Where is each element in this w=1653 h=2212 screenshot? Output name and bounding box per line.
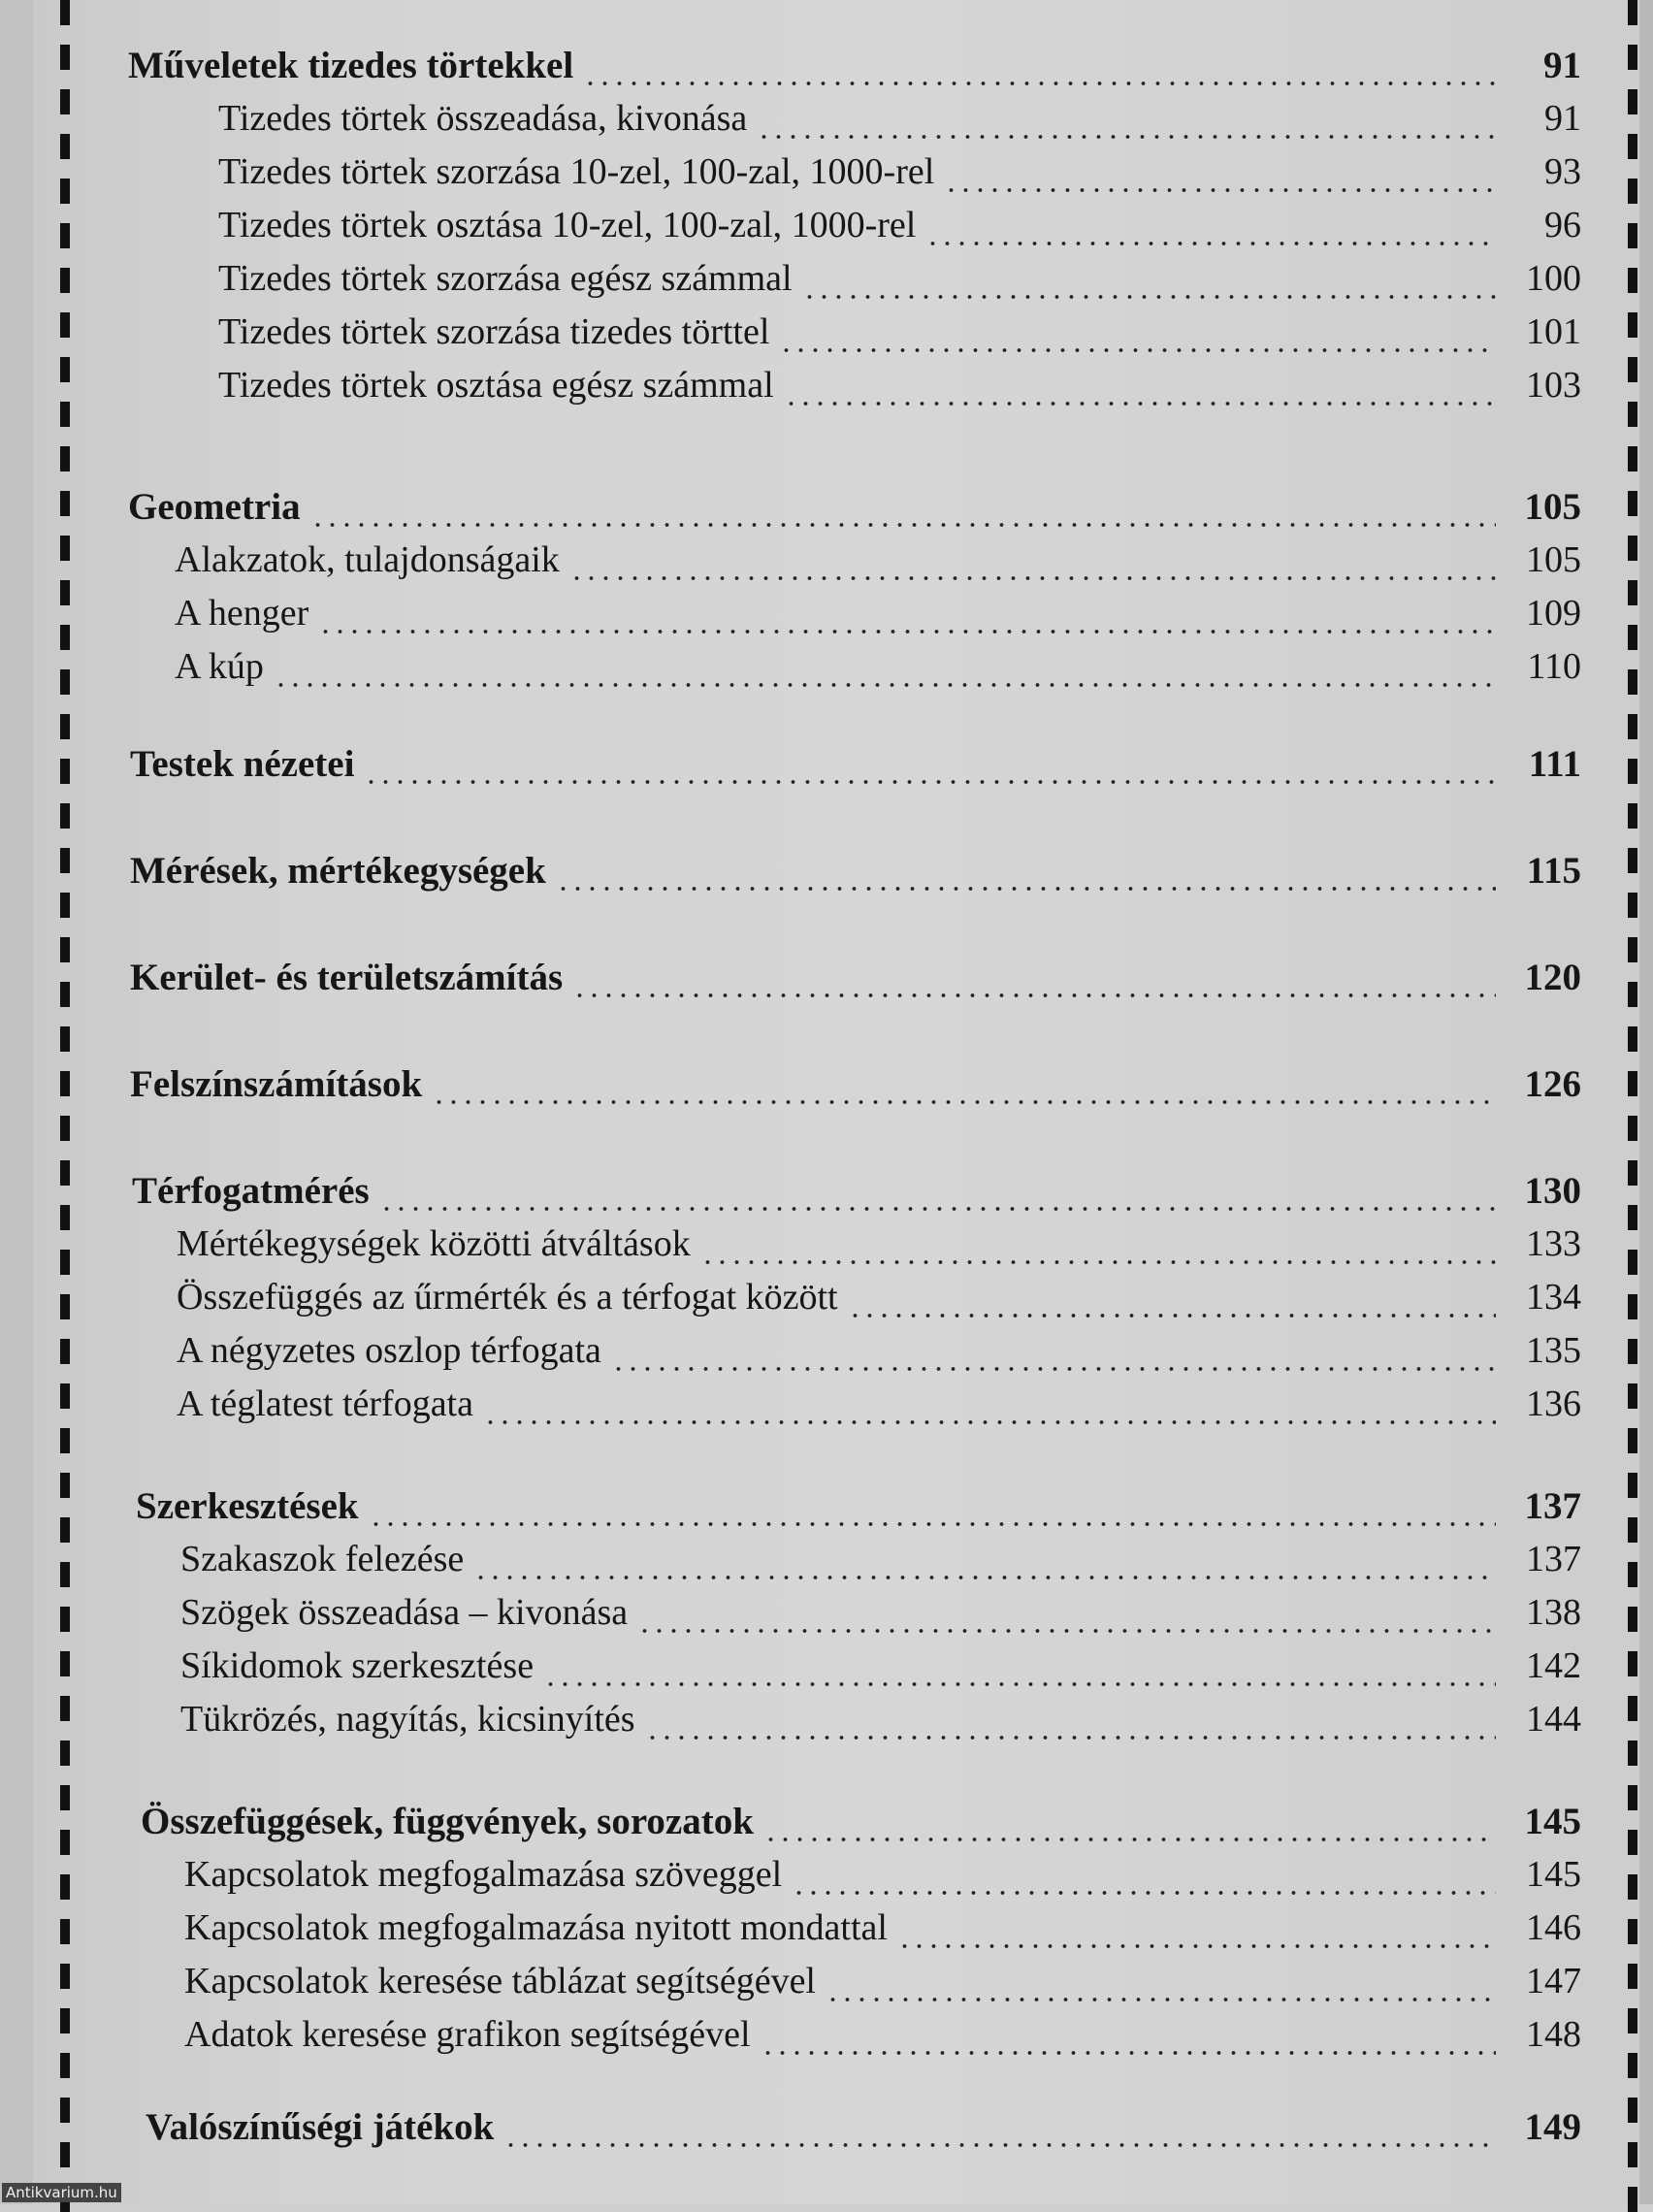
- toc-entry-title: Mérések, mértékegységek: [130, 850, 546, 892]
- toc-page-number: 137: [1524, 1485, 1581, 1527]
- toc-entry-title: Kapcsolatok keresése táblázat segítségével: [184, 1961, 816, 2001]
- toc-chapter-row: [130, 1062, 1581, 1117]
- dot-leader: [763, 1837, 1496, 1842]
- toc-entry-title: A henger: [175, 593, 309, 634]
- toc-page-number: 146: [1526, 1907, 1581, 1948]
- dot-leader: [473, 1575, 1496, 1580]
- toc-page-number: 91: [1543, 45, 1581, 86]
- toc-section-row: [184, 1960, 1581, 2014]
- dot-leader: [583, 81, 1496, 86]
- toc-section-row: [184, 1853, 1581, 1907]
- dot-leader: [503, 2142, 1496, 2148]
- toc-chapter-row: [141, 1800, 1581, 1854]
- toc-section-row: [218, 204, 1581, 258]
- toc-page-number: 126: [1524, 1063, 1581, 1105]
- toc-entry-title: Szakaszok felezése: [180, 1539, 465, 1579]
- toc-entry-title: Síkidomok szerkesztése: [180, 1645, 535, 1686]
- toc-entry-title: Valószínűségi játékok: [146, 2106, 495, 2148]
- dot-leader: [897, 1943, 1496, 1949]
- toc-entry-title: Szögek összeadása – kivonása: [180, 1592, 629, 1633]
- toc-chapter-row: [128, 44, 1581, 98]
- toc-section-row: [218, 364, 1581, 418]
- toc-section-row: [180, 1644, 1581, 1699]
- toc-page-number: 91: [1544, 98, 1581, 139]
- toc-entry-title: Felszínszámítások: [130, 1063, 423, 1105]
- toc-page-number: 136: [1526, 1383, 1581, 1424]
- toc-page-number: 138: [1526, 1592, 1581, 1633]
- toc-entry-title: A négyzetes oszlop térfogata: [177, 1330, 601, 1371]
- dot-leader: [569, 575, 1496, 581]
- toc-entry-title: Alakzatok, tulajdonságaik: [175, 539, 560, 580]
- toc-chapter-row: [136, 1484, 1581, 1539]
- toc-page-number: 133: [1526, 1223, 1581, 1264]
- toc-entry-title: Adatok keresése grafikon segítségével: [184, 2014, 751, 2055]
- dot-leader: [779, 347, 1496, 353]
- toc-entry-title: Összefüggés az űrmérték és a térfogat között: [177, 1277, 838, 1317]
- toc-page-number: 120: [1524, 957, 1581, 998]
- toc-page-number: 130: [1524, 1170, 1581, 1212]
- toc-page-number: 111: [1528, 743, 1581, 785]
- toc-page-number: 142: [1526, 1645, 1581, 1686]
- toc-page-number: 148: [1526, 2014, 1581, 2055]
- toc-section-row: [184, 2013, 1581, 2067]
- toc-page-number: 110: [1527, 646, 1581, 687]
- toc-entry-title: Mértékegységek közötti átváltások: [177, 1223, 691, 1264]
- dot-leader: [637, 1628, 1496, 1634]
- toc-page-number: 105: [1526, 539, 1581, 580]
- dot-leader: [379, 1206, 1496, 1212]
- toc-page-number: 115: [1526, 850, 1581, 892]
- toc-entry-title: Geometria: [128, 486, 301, 528]
- toc-page-number: 103: [1526, 365, 1581, 406]
- toc-section-row: [177, 1382, 1581, 1437]
- toc-entry-title: Tizedes törtek szorzása egész számmal: [218, 258, 793, 299]
- dot-leader: [700, 1259, 1496, 1265]
- toc-page-number: 101: [1526, 311, 1581, 352]
- dot-leader: [826, 1997, 1496, 2002]
- toc-section-row: [184, 1906, 1581, 1961]
- toc-chapter-row: [146, 2105, 1581, 2160]
- toc-section-row: [218, 310, 1581, 365]
- toc-page-number: 135: [1526, 1330, 1581, 1371]
- watermark: Antikvarium.hu: [2, 2183, 121, 2202]
- dot-leader: [556, 886, 1496, 892]
- toc-entry-title: Tizedes törtek szorzása tizedes törttel: [218, 311, 770, 352]
- dot-leader: [802, 294, 1496, 300]
- toc-section-row: [175, 592, 1581, 646]
- toc-page-number: 149: [1524, 2106, 1581, 2148]
- toc-chapter-row: [130, 956, 1581, 1010]
- dot-leader: [572, 992, 1496, 998]
- dot-leader: [757, 134, 1496, 140]
- toc-page-number: 134: [1526, 1277, 1581, 1317]
- toc-entry-title: Tizedes törtek szorzása 10-zel, 100-zal, 1000-rel: [218, 151, 935, 192]
- toc-page-number: 145: [1526, 1854, 1581, 1895]
- toc-entry-title: Műveletek tizedes törtekkel: [128, 45, 574, 86]
- dot-leader: [611, 1366, 1496, 1372]
- toc-section-row: [175, 645, 1581, 699]
- toc-chapter-row: [130, 742, 1581, 797]
- dot-leader: [432, 1099, 1496, 1105]
- dot-leader: [784, 401, 1496, 407]
- toc-page-number: 100: [1526, 258, 1581, 299]
- dot-leader: [944, 187, 1496, 193]
- toc-section-row: [218, 150, 1581, 205]
- toc-section-row: [177, 1222, 1581, 1277]
- toc-chapter-row: [130, 849, 1581, 903]
- toc-entry-title: Térfogatmérés: [132, 1170, 370, 1212]
- dot-leader: [318, 629, 1496, 634]
- dot-leader: [645, 1735, 1496, 1740]
- toc-entry-title: Kapcsolatok megfogalmazása nyitott mondattal: [184, 1907, 888, 1948]
- dot-leader: [543, 1681, 1496, 1687]
- toc-section-row: [177, 1276, 1581, 1330]
- toc-entry-title: A kúp: [175, 646, 264, 687]
- toc-entry-title: Kerület- és területszámítás: [130, 957, 564, 998]
- toc-section-row: [177, 1329, 1581, 1383]
- toc-page-number: 137: [1526, 1539, 1581, 1579]
- toc-section-row: [180, 1591, 1581, 1645]
- toc-section-row: [180, 1538, 1581, 1592]
- dot-leader: [848, 1313, 1496, 1318]
- toc-page-number: 109: [1526, 593, 1581, 634]
- toc-entry-title: Tizedes törtek osztása 10-zel, 100-zal, 1000-rel: [218, 205, 917, 245]
- toc-entry-title: Kapcsolatok megfogalmazása szöveggel: [184, 1854, 783, 1895]
- dot-leader: [483, 1419, 1496, 1425]
- toc-entry-title: A téglatest térfogata: [177, 1383, 473, 1424]
- toc-entry-title: Tizedes törtek összeadása, kivonása: [218, 98, 748, 139]
- toc-entry-title: Összefüggések, függvények, sorozatok: [141, 1801, 754, 1842]
- toc-section-row: [180, 1698, 1581, 1752]
- toc-section-row: [175, 538, 1581, 593]
- toc-page-number: 147: [1526, 1961, 1581, 2001]
- toc-chapter-row: [132, 1169, 1581, 1223]
- toc-entry-title: Tizedes törtek osztása egész számmal: [218, 365, 774, 406]
- toc-section-row: [218, 257, 1581, 311]
- toc-entry-title: Tükrözés, nagyítás, kicsinyítés: [180, 1699, 635, 1740]
- toc-entry-title: Szerkesztések: [136, 1485, 359, 1527]
- dot-leader: [792, 1890, 1496, 1896]
- dot-leader: [310, 522, 1496, 528]
- toc-entry-title: Testek nézetei: [130, 743, 355, 785]
- dot-leader: [925, 241, 1496, 246]
- dot-leader: [364, 779, 1496, 785]
- toc-page-number: 145: [1524, 1801, 1581, 1842]
- toc-page-number: 96: [1544, 205, 1581, 245]
- toc-section-row: [218, 97, 1581, 151]
- dot-leader: [369, 1521, 1496, 1527]
- toc-page-number: 144: [1526, 1699, 1581, 1740]
- dot-leader: [761, 2050, 1496, 2056]
- toc-chapter-row: [128, 485, 1581, 539]
- toc-page-number: 105: [1524, 486, 1581, 528]
- dot-leader: [274, 682, 1496, 688]
- toc-page-number: 93: [1544, 151, 1581, 192]
